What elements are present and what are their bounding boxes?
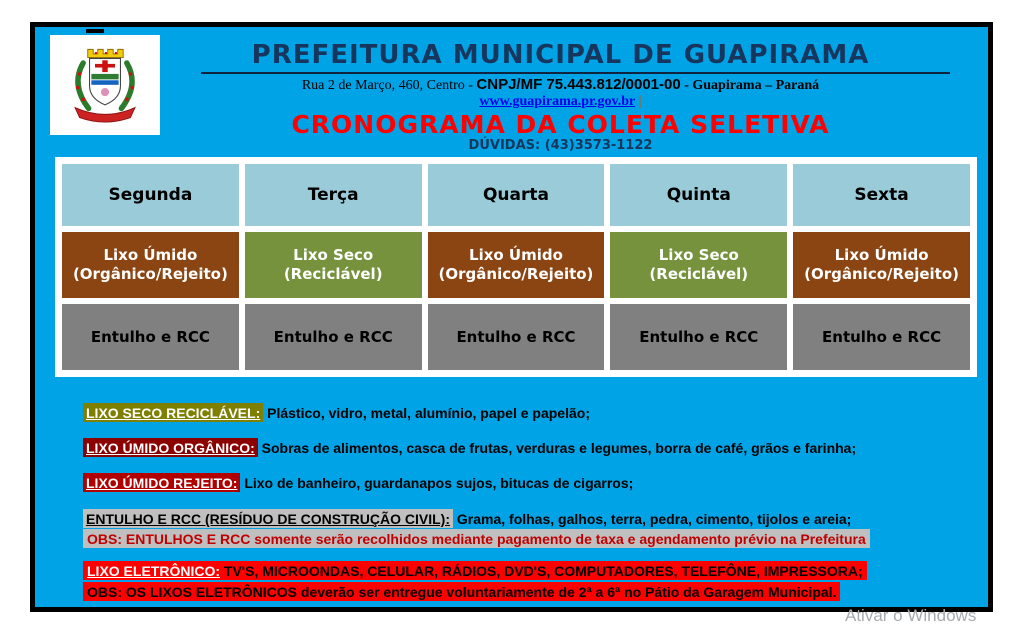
page-title: PREFEITURA MUNICIPAL DE GUAPIRAMA — [251, 40, 870, 70]
collection-subtype: (Reciclável) — [283, 265, 383, 283]
collection-type: Lixo Úmido — [469, 246, 563, 264]
windows-activation-watermark: Ativar o Windows — [845, 606, 977, 625]
flyer-header — [153, 41, 968, 153]
collection-row — [62, 232, 970, 298]
collection-subtype: (Reciclável) — [649, 265, 749, 283]
legend-label: LIXO ELETRÔNICO: — [87, 563, 220, 579]
collection-cell — [610, 232, 787, 298]
divider-rule — [201, 72, 950, 74]
legend-item-lixo-seco — [83, 403, 590, 422]
day-header-cell: Segunda — [62, 164, 239, 226]
logo-box — [50, 35, 160, 135]
collection-type: Lixo Úmido — [103, 246, 198, 264]
collection-subtype: (Orgânico/Rejeito) — [804, 265, 960, 283]
collection-cell — [62, 232, 239, 298]
coat-of-arms-icon — [55, 36, 155, 134]
schedule-title: CRONOGRAMA DA COLETA SELETIVA — [291, 110, 830, 139]
day-header-cell: Sexta — [793, 164, 970, 226]
address-prefix: Rua 2 de Março, 460, Centro - — [301, 78, 477, 93]
collection-cell — [428, 232, 605, 298]
legend-item-lixo-eletronico — [83, 561, 867, 580]
collection-cell — [793, 232, 970, 298]
cnpj-number: CNPJ/MF 75.443.812/0001-00 — [476, 76, 681, 93]
website-line — [153, 94, 968, 110]
legend-item-lixo-umido-rejeito — [83, 473, 633, 492]
entulho-cell: Entulho e RCC — [62, 304, 239, 370]
obs-eletronico-text: OBS: OS LIXOS ELETRÔNICOS deverão ser entregue voluntariamente de 2ª a 6ª no Pátio da Garagem Municipal. — [83, 582, 840, 601]
day-header-cell: Quinta — [610, 164, 787, 226]
obs-entulho-note — [83, 529, 870, 548]
legend-desc: Sobras de alimentos, casca de frutas, verduras e legumes, borra de café, grãos e farinha; — [261, 440, 857, 456]
legend-desc: Plástico, vidro, metal, alumínio, papel e papelão; — [267, 405, 590, 421]
obs-eletronico-note — [83, 582, 840, 601]
collection-type: Lixo Seco — [658, 246, 739, 264]
collection-subtype: (Orgânico/Rejeito) — [72, 265, 228, 283]
legend-label: LIXO ÚMIDO REJEITO: — [83, 473, 240, 492]
website-link[interactable]: www.guapirama.pr.gov.br — [479, 94, 635, 109]
obs-entulho-text: OBS: ENTULHOS E RCC somente serão recolhidos mediante pagamento de taxa e agendamento prévio na Prefeitura — [83, 529, 870, 548]
legend-desc: TV'S, MICROONDAS, CELULAR, RÁDIOS, DVD'S, COMPUTADORES, TELEFÔNE, IMPRESSORA; — [223, 563, 863, 579]
eletronico-highlight — [83, 561, 867, 580]
legend-item-lixo-umido-organico — [83, 438, 856, 457]
legend-label: ENTULHO E RCC (RESÍDUO DE CONSTRUÇÃO CIVIL): — [83, 509, 453, 528]
schedule-table — [55, 157, 977, 377]
entulho-cell: Entulho e RCC — [610, 304, 787, 370]
entulho-cell: Entulho e RCC — [793, 304, 970, 370]
collection-cell — [245, 232, 422, 298]
legend-desc: Lixo de banheiro, guardanapos sujos, bitucas de cigarros; — [244, 475, 634, 491]
legend-desc: Grama, folhas, galhos, terra, pedra, cimento, tijolos e areia; — [456, 511, 852, 527]
collection-type: Lixo Úmido — [834, 246, 929, 264]
day-header-cell: Terça — [245, 164, 422, 226]
entulho-cell: Entulho e RCC — [245, 304, 422, 370]
address-suffix: - Guapirama – Paraná — [680, 78, 820, 93]
entulho-cell: Entulho e RCC — [428, 304, 605, 370]
legend-item-entulho-rcc — [83, 509, 851, 528]
top-dash-mark — [86, 29, 104, 33]
day-header-cell: Quarta — [428, 164, 605, 226]
flyer-document — [30, 22, 993, 612]
day-header-row — [62, 164, 970, 226]
address-line — [153, 76, 968, 94]
entulho-row — [62, 304, 970, 370]
collection-subtype: (Orgânico/Rejeito) — [438, 265, 594, 283]
collection-type: Lixo Seco — [293, 246, 374, 264]
legend-label: LIXO ÚMIDO ORGÂNICO: — [83, 438, 258, 457]
pipe-separator: | — [638, 94, 642, 109]
phone-line: DÚVIDAS: (43)3573-1122 — [468, 138, 653, 153]
legend-label: LIXO SECO RECICLÁVEL: — [83, 403, 263, 422]
